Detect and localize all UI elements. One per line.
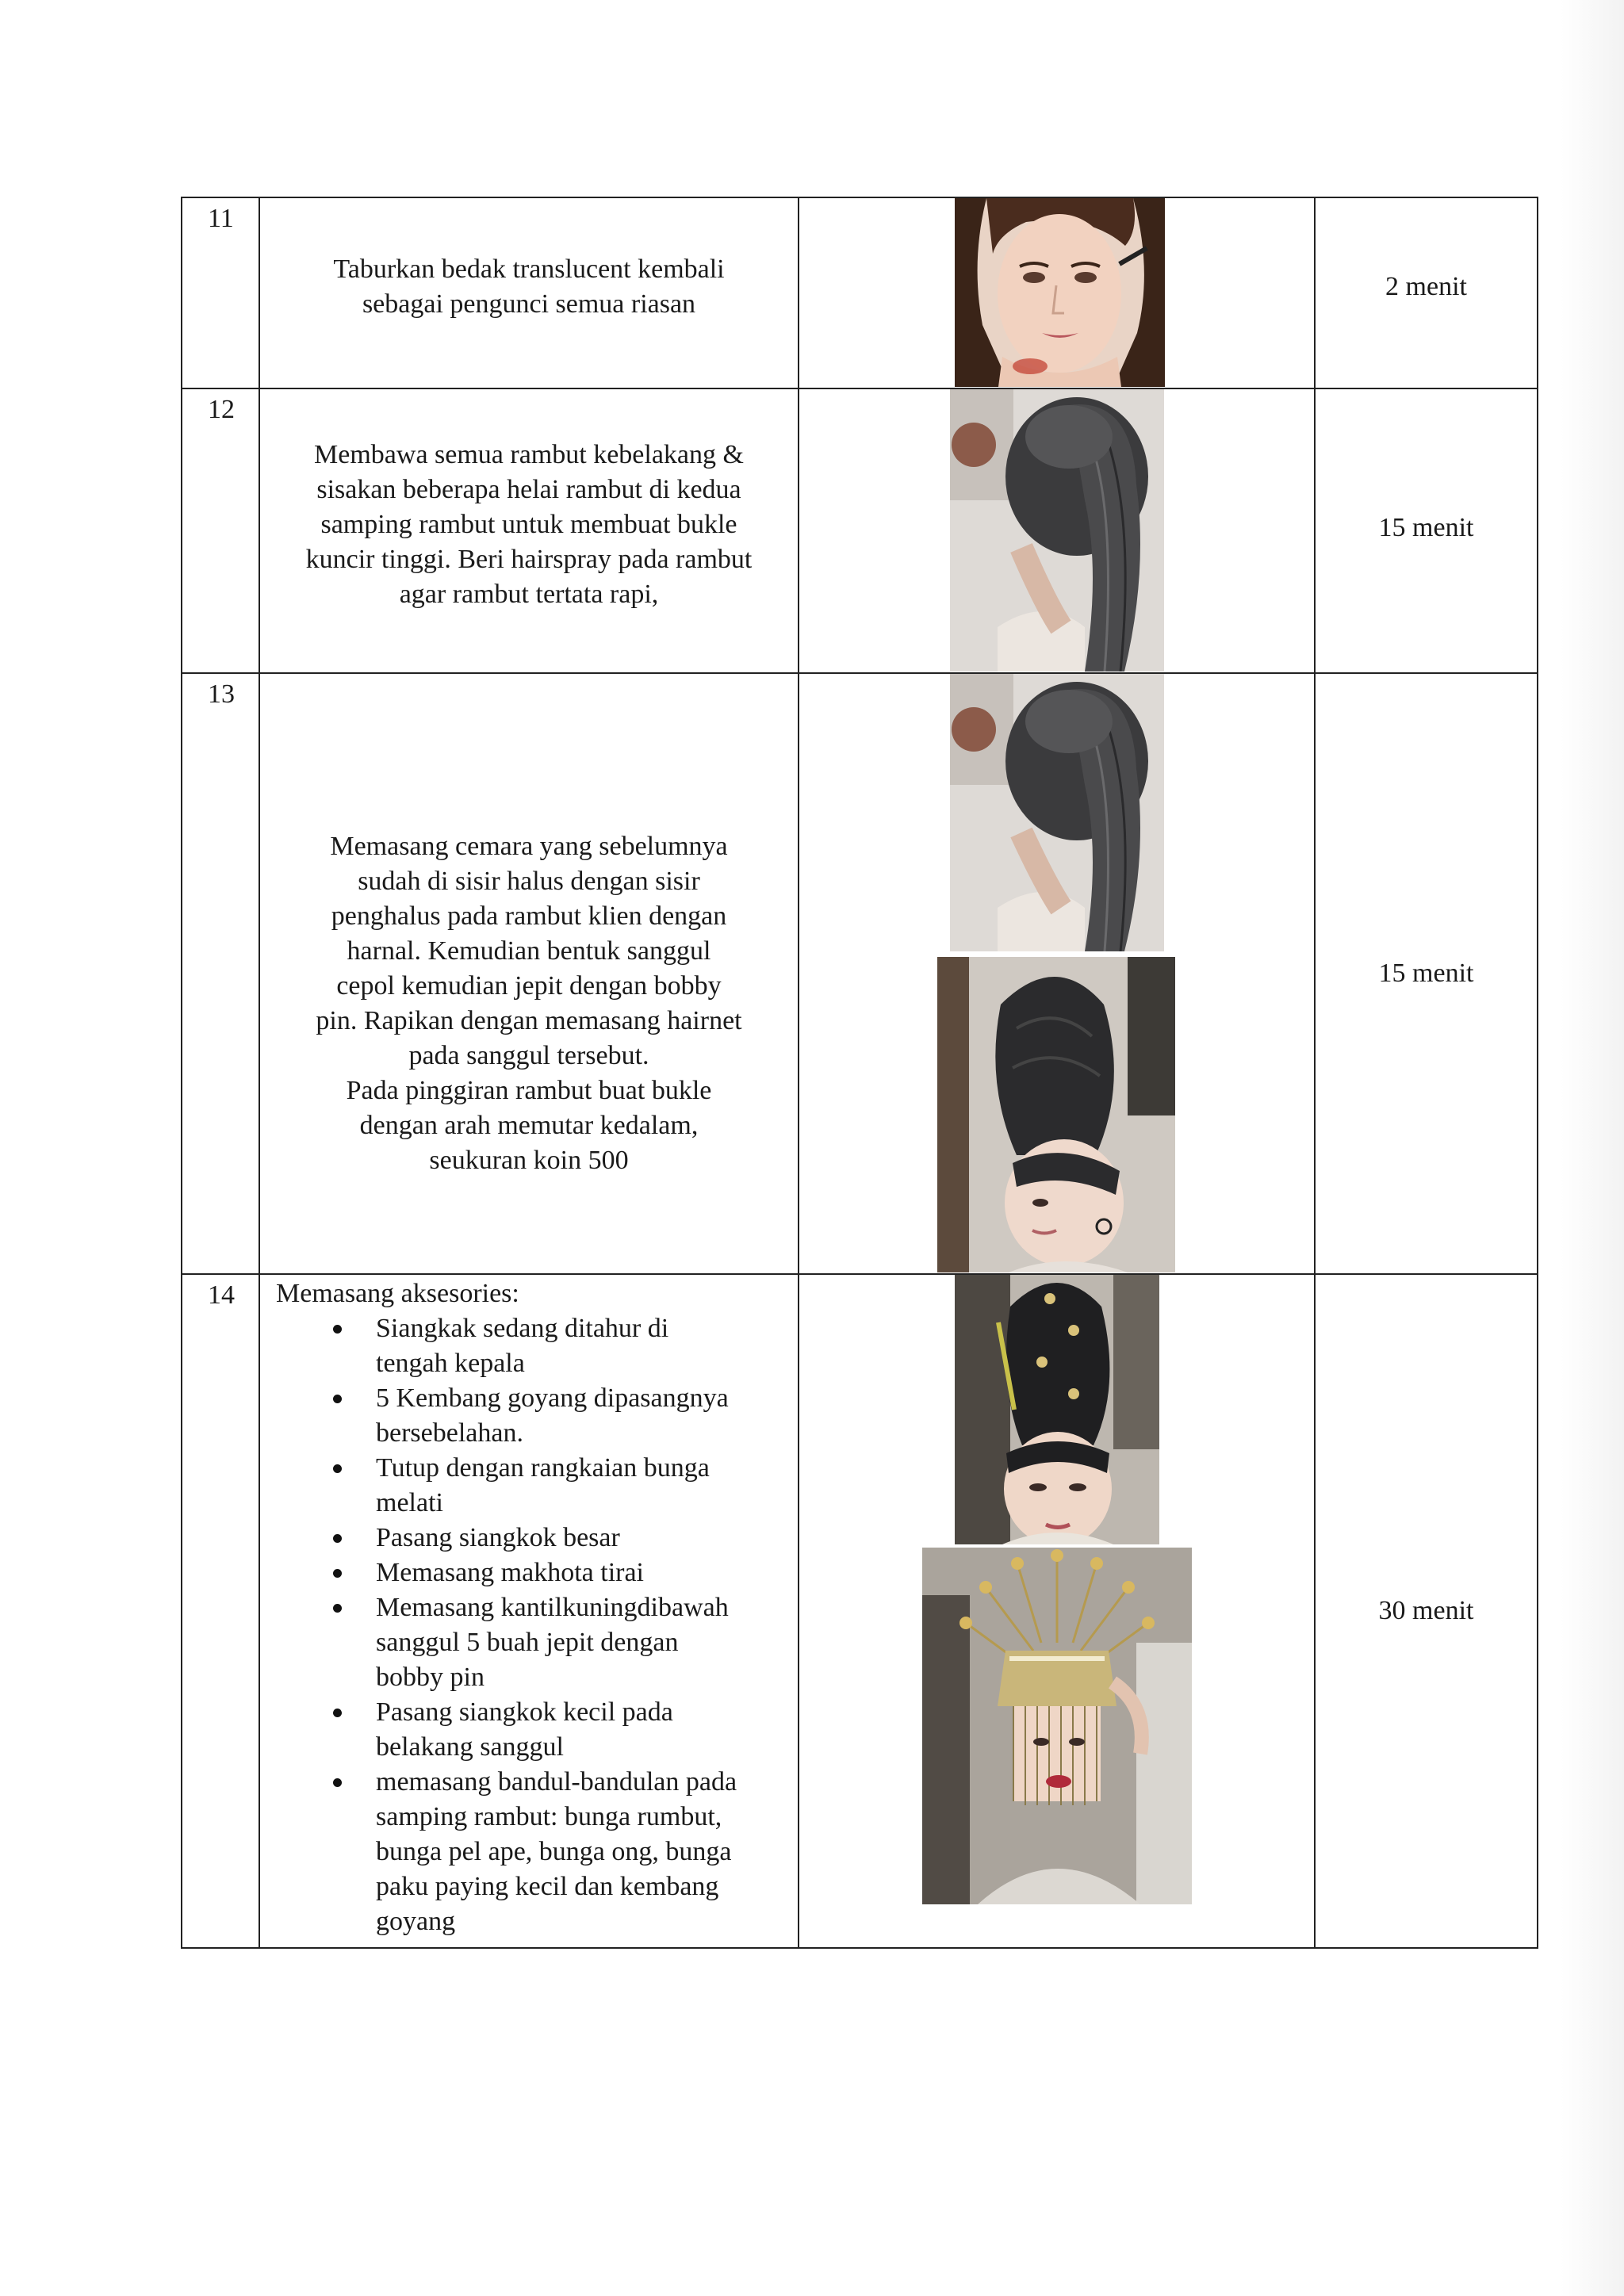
- step-duration: [1315, 673, 1538, 1274]
- item-line: Memasang makhota tirai: [376, 1558, 645, 1587]
- ponytail-back-photo: [950, 674, 1164, 951]
- description-line: penghalus pada rambut klien dengan: [331, 901, 727, 931]
- step-image-cell: [799, 197, 1315, 388]
- duration-text: 2 menit: [1385, 272, 1467, 302]
- step-description: [259, 673, 799, 1274]
- duration-text: 15 menit: [1378, 512, 1474, 542]
- step-image-cell: [799, 673, 1315, 1274]
- item-line: bunga pel ape, bunga ong, bunga: [376, 1837, 732, 1866]
- list-item: [376, 1521, 782, 1556]
- table-row: [182, 197, 1538, 388]
- table-row: [182, 388, 1538, 673]
- duration-text: 30 menit: [1378, 1596, 1474, 1625]
- procedure-table: [181, 197, 1538, 1949]
- item-line: tengah kepala: [376, 1349, 525, 1378]
- description-line: Membawa semua rambut kebelakang &: [314, 440, 744, 470]
- table-row: [182, 1274, 1538, 1948]
- description-line: pin. Rapikan dengan memasang hairnet: [316, 1005, 742, 1035]
- accessories-title: Memasang aksesories:: [276, 1279, 519, 1308]
- step-number: 12: [182, 388, 259, 673]
- step-image-cell: [799, 388, 1315, 673]
- bun-front-photo: [955, 1275, 1159, 1544]
- high-ponytail-photo: [950, 389, 1164, 672]
- accessories-list: [276, 1311, 782, 1939]
- description-line: pada sanggul tersebut.: [408, 1040, 649, 1070]
- step-image-cell: [799, 1274, 1315, 1948]
- description-line: samping rambut untuk membuat bukle: [320, 510, 737, 540]
- table-row: [182, 673, 1538, 1274]
- description-line: seukuran koin 500: [429, 1145, 629, 1175]
- step-number: 13: [182, 673, 259, 1274]
- step-duration: [1315, 197, 1538, 388]
- step-description: [259, 1274, 799, 1948]
- list-item: [376, 1381, 782, 1451]
- description-line: harnal. Kemudian bentuk sanggul: [347, 936, 711, 966]
- item-line: Pasang siangkok besar: [376, 1523, 620, 1552]
- item-line: melati: [376, 1488, 443, 1517]
- step-description: [259, 388, 799, 673]
- item-line: bobby pin: [376, 1663, 485, 1692]
- list-item: [376, 1451, 782, 1521]
- item-line: Pasang siangkok kecil pada: [376, 1697, 673, 1727]
- step-description: [259, 197, 799, 388]
- step-duration: [1315, 388, 1538, 673]
- item-line: paku paying kecil dan kembang: [376, 1872, 719, 1901]
- duration-text: 15 menit: [1378, 959, 1474, 988]
- description-line: dengan arah memutar kedalam,: [359, 1110, 699, 1140]
- item-line: Tutup dengan rangkaian bunga: [376, 1453, 710, 1483]
- makeup-face-photo: [955, 198, 1165, 387]
- list-item: [376, 1556, 782, 1590]
- item-line: belakang sanggul: [376, 1732, 564, 1762]
- description-line: Taburkan bedak translucent kembali: [333, 254, 725, 285]
- bun-side-photo: [937, 957, 1175, 1272]
- description-line: Memasang cemara yang sebelumnya: [330, 831, 728, 861]
- item-line: bersebelahan.: [376, 1418, 523, 1448]
- page-edge-shadow: [1561, 0, 1624, 2296]
- item-line: memasang bandul-bandulan pada: [376, 1767, 737, 1797]
- description-line: sudah di sisir halus dengan sisir: [358, 866, 700, 896]
- item-line: Siangkak sedang ditahur di: [376, 1314, 669, 1343]
- crown-veil-photo: [922, 1548, 1192, 1904]
- step-duration: [1315, 1274, 1538, 1948]
- description-line: agar rambut tertata rapi,: [399, 580, 659, 610]
- item-line: samping rambut: bunga rumbut,: [376, 1802, 722, 1831]
- description-line: cepol kemudian jepit dengan bobby: [336, 970, 722, 1001]
- list-item: [376, 1765, 782, 1939]
- description-line: kuncir tinggi. Beri hairspray pada rambut: [305, 545, 753, 575]
- item-line: sanggul 5 buah jepit dengan: [376, 1628, 679, 1657]
- description-line: sebagai pengunci semua riasan: [362, 289, 696, 320]
- description-line: Pada pinggiran rambut buat bukle: [346, 1075, 712, 1105]
- list-item: [376, 1695, 782, 1765]
- item-line: goyang: [376, 1907, 456, 1936]
- list-item: [376, 1311, 782, 1381]
- item-line: 5 Kembang goyang dipasangnya: [376, 1383, 729, 1413]
- step-number: 14: [182, 1274, 259, 1948]
- step-number: 11: [182, 197, 259, 388]
- item-line: Memasang kantilkuningdibawah: [376, 1593, 729, 1622]
- description-line: sisakan beberapa helai rambut di kedua: [316, 475, 741, 505]
- list-item: [376, 1590, 782, 1695]
